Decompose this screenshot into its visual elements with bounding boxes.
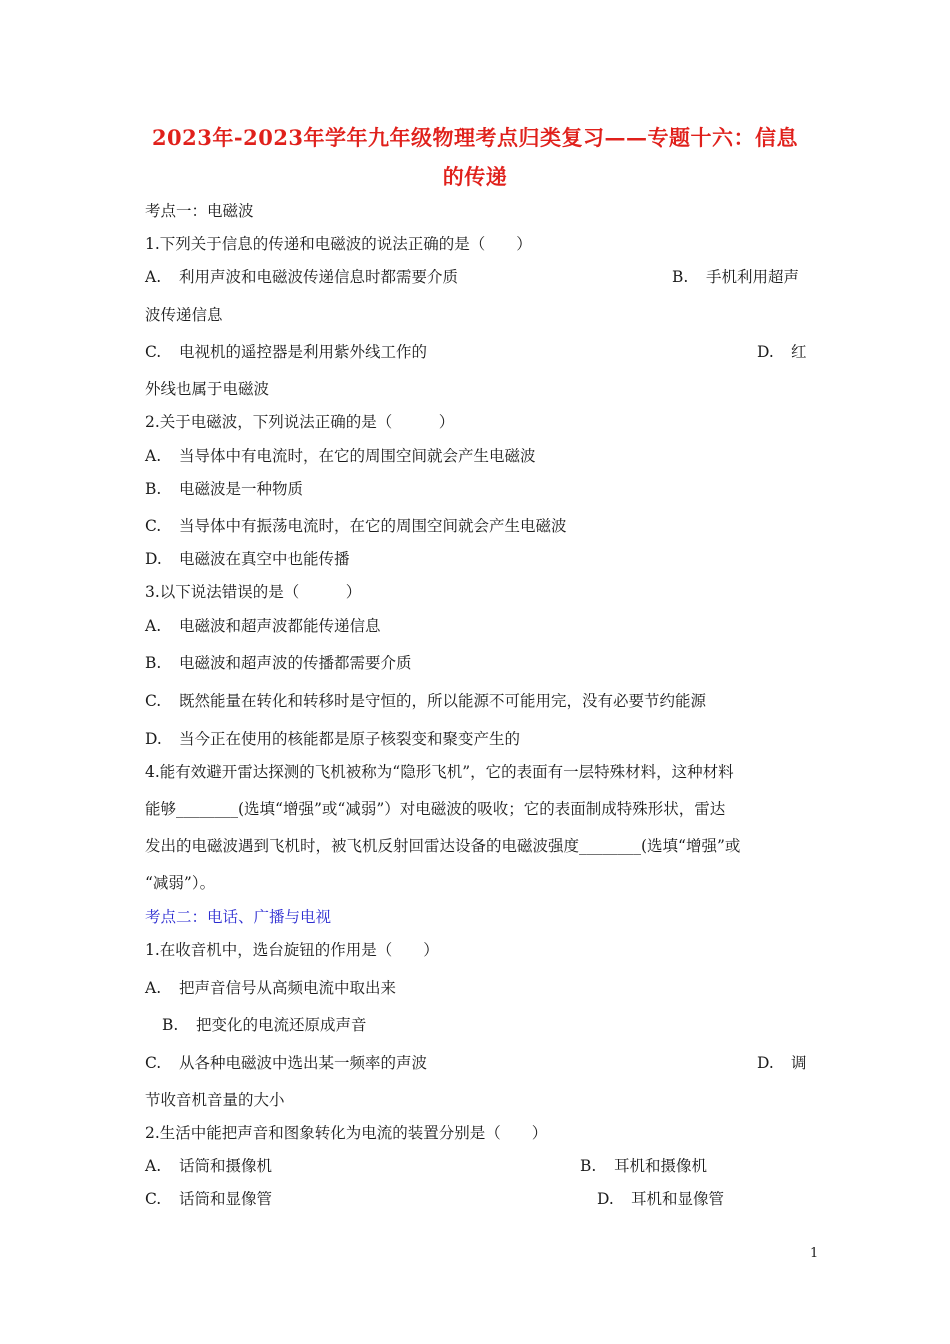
fill-in-question-line-2: 能够________(选填“增强”或“减弱”）对电磁波的吸收；它的表面制成特殊形状，雷达 — [145, 800, 726, 818]
option-label: D. — [145, 730, 162, 748]
option-text: 调 — [791, 1054, 807, 1072]
option-label: D. — [757, 1054, 774, 1072]
option-label: B. — [672, 268, 689, 286]
option-text: 从各种电磁波中选出某一频率的声波 — [179, 1054, 428, 1072]
option-a — [145, 1156, 272, 1176]
section-heading-em-waves: 考点一：电磁波 — [145, 202, 254, 220]
option-d — [757, 1053, 807, 1073]
option-text: 当今正在使用的核能都是原子核裂变和聚变产生的 — [179, 730, 521, 748]
question-stem: 2.关于电磁波，下列说法正确的是（ ） — [145, 413, 455, 431]
option-text: 电磁波在真空中也能传播 — [179, 550, 350, 568]
option-text: 耳机和摄像机 — [614, 1157, 708, 1175]
option-text: 红 — [791, 343, 807, 361]
option-d — [757, 342, 807, 362]
option-d — [145, 549, 350, 569]
option-a — [145, 978, 396, 998]
option-text: 既然能量在转化和转移时是守恒的，所以能源不可能用完，没有必要节约能源 — [179, 692, 707, 710]
option-a — [145, 616, 381, 636]
option-label: B. — [580, 1157, 597, 1175]
option-label: A. — [145, 268, 162, 286]
option-text: 话筒和显像管 — [179, 1190, 273, 1208]
option-label: C. — [145, 343, 162, 361]
option-label: D. — [597, 1190, 614, 1208]
option-text: 当导体中有电流时，在它的周围空间就会产生电磁波 — [179, 447, 536, 465]
option-b — [162, 1015, 367, 1035]
question-stem: 1.下列关于信息的传递和电磁波的说法正确的是（ ） — [145, 235, 532, 253]
option-b — [145, 479, 303, 499]
fill-in-question-line-1: 4.能有效避开雷达探测的飞机被称为“隐形飞机”，它的表面有一层特殊材料，这种材料 — [145, 763, 734, 781]
fill-in-question-line-4: “减弱”）。 — [145, 874, 216, 892]
option-label: B. — [145, 654, 162, 672]
option-text: 耳机和显像管 — [631, 1190, 725, 1208]
option-text: 电磁波是一种物质 — [179, 480, 304, 498]
option-d-continuation: 外线也属于电磁波 — [145, 380, 270, 398]
option-label: A. — [145, 447, 162, 465]
option-text: 把声音信号从高频电流中取出来 — [179, 979, 397, 997]
question-stem: 3.以下说法错误的是（ ） — [145, 583, 362, 601]
option-c — [145, 1189, 272, 1209]
option-label: D. — [145, 550, 162, 568]
option-label: C. — [145, 1054, 162, 1072]
option-label: D. — [757, 343, 774, 361]
option-c — [145, 1053, 427, 1073]
option-text: 电磁波和超声波的传播都需要介质 — [179, 654, 412, 672]
option-label: A. — [145, 1157, 162, 1175]
option-b — [580, 1156, 707, 1176]
option-text: 把变化的电流还原成声音 — [196, 1016, 367, 1034]
option-label: B. — [162, 1016, 179, 1034]
option-label: B. — [145, 480, 162, 498]
option-a — [145, 446, 536, 466]
option-label: A. — [145, 617, 162, 635]
option-b — [145, 653, 412, 673]
option-label: C. — [145, 1190, 162, 1208]
option-label: A. — [145, 979, 162, 997]
document-title-line-2: 的传递 — [442, 164, 508, 189]
document-title-line-1: 2023年-2023年学年九年级物理考点归类复习——专题十六：信息 — [151, 125, 799, 150]
option-d — [145, 729, 520, 749]
option-label: C. — [145, 692, 162, 710]
option-c — [145, 691, 706, 711]
option-text: 当导体中有振荡电流时，在它的周围空间就会产生电磁波 — [179, 517, 567, 535]
option-text: 话筒和摄像机 — [179, 1157, 273, 1175]
fill-in-question-line-3: 发出的电磁波遇到飞机时，被飞机反射回雷达设备的电磁波强度________(选填“增强”或 — [145, 837, 741, 855]
option-c — [145, 516, 567, 536]
option-b-continuation: 波传递信息 — [145, 306, 223, 324]
option-text: 手机利用超声 — [706, 268, 800, 286]
option-label: C. — [145, 517, 162, 535]
option-d-continuation: 节收音机音量的大小 — [145, 1091, 285, 1109]
option-b — [672, 267, 799, 287]
question-stem: 2.生活中能把声音和图象转化为电流的装置分别是（ ） — [145, 1124, 548, 1142]
question-stem: 1.在收音机中，选台旋钮的作用是（ ） — [145, 941, 439, 959]
option-text: 利用声波和电磁波传递信息时都需要介质 — [179, 268, 459, 286]
section-heading-telephone-broadcast-tv: 考点二：电话、广播与电视 — [145, 908, 332, 926]
option-a — [145, 267, 458, 287]
option-c — [145, 342, 427, 362]
page-number: 1 — [810, 1246, 819, 1261]
option-d — [597, 1189, 724, 1209]
option-text: 电视机的遥控器是利用紫外线工作的 — [179, 343, 428, 361]
option-text: 电磁波和超声波都能传递信息 — [179, 617, 381, 635]
